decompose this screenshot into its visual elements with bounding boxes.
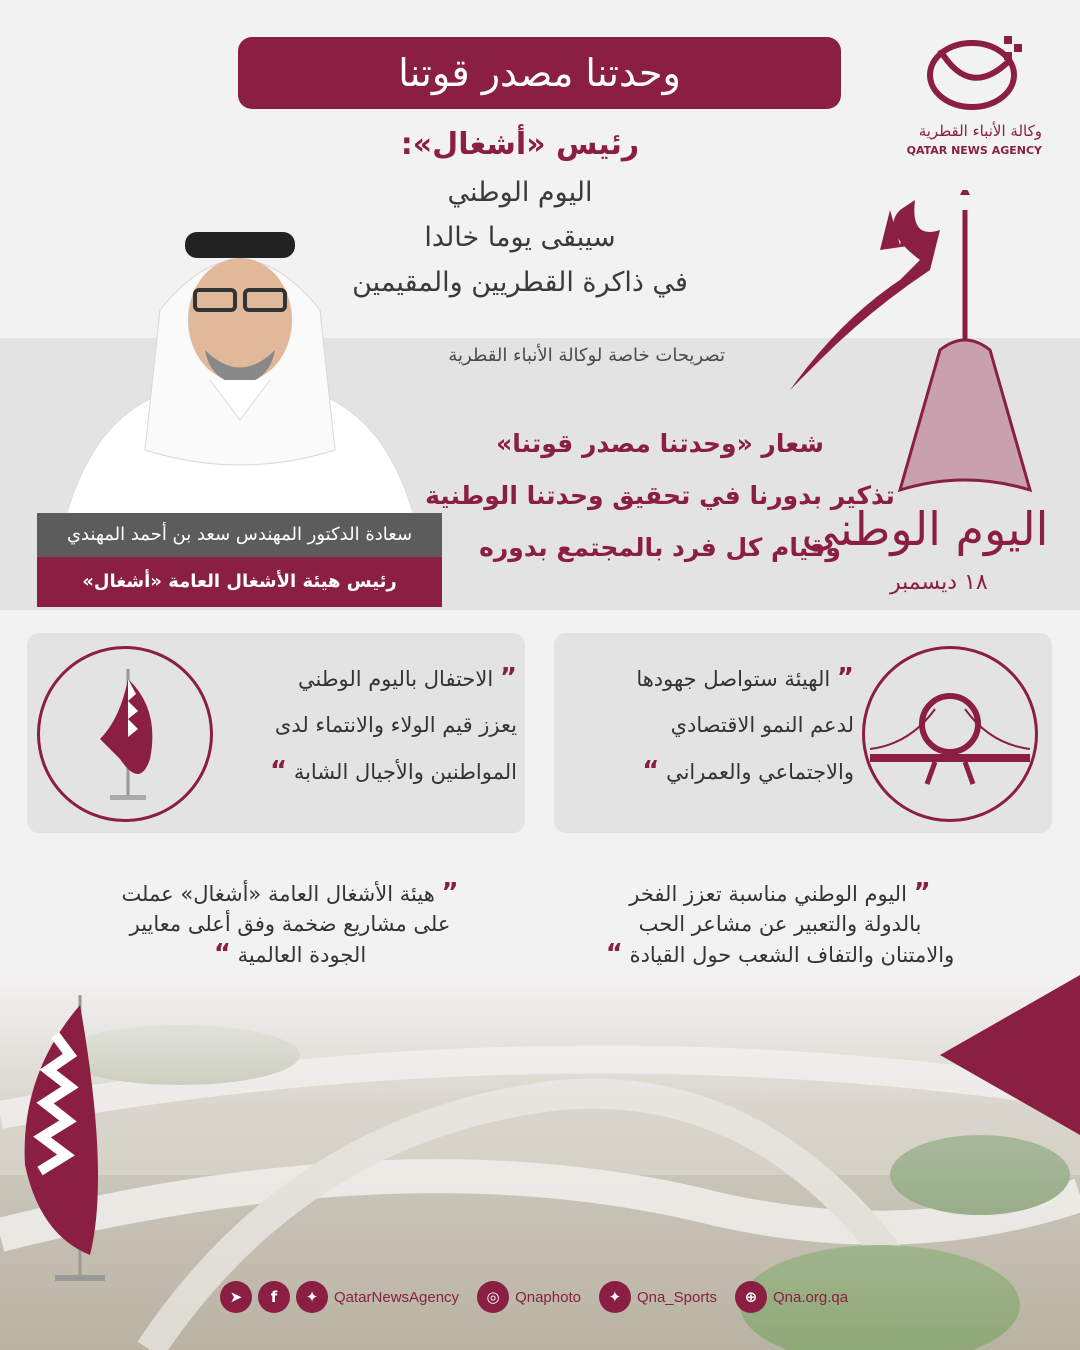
quote-mark-open: ” <box>499 663 517 693</box>
top-banner <box>238 37 841 109</box>
quote-mark-close: “ <box>213 939 231 969</box>
portrait-photo <box>55 220 425 520</box>
headline-line: في ذاكرة القطريين والمقيمين <box>352 267 688 298</box>
twitter-icon[interactable]: ✦ <box>296 1281 328 1313</box>
slogan-line: تذكير بدورنا في تحقيق وحدتنا الوطنية <box>425 481 895 510</box>
person-name: سعادة الدكتور المهندس سعد بن أحمد المهندي <box>37 513 442 557</box>
quote-line <box>564 748 854 795</box>
quote-line <box>575 878 985 909</box>
slogan-line: شعار «وحدتنا مصدر قوتنا» <box>496 429 824 458</box>
band-subtitle: تصريحات خاصة لوكالة الأنباء القطرية <box>448 345 725 366</box>
quote-mark-close: “ <box>642 756 660 786</box>
quote-mark-open: ” <box>836 663 854 693</box>
telegram-icon[interactable]: ➤ <box>220 1281 252 1313</box>
quote-line: بالدولة والتعبير عن مشاعر الحب <box>638 912 922 936</box>
qna-logo <box>900 30 1050 160</box>
quote-mark-close: “ <box>605 939 623 969</box>
social-handle-qna-sports[interactable]: Qna_Sports <box>636 1288 717 1306</box>
quote-mark-close: “ <box>270 756 288 786</box>
headline-line: اليوم الوطني <box>447 177 593 208</box>
social-bar <box>220 1280 870 1314</box>
quote-line-text: الاحتفال باليوم الوطني <box>297 667 494 691</box>
headline-line: سيبقى يوما خالدا <box>424 222 616 253</box>
facebook-icon[interactable]: f <box>258 1281 290 1313</box>
headline-title: رئيس «أشغال»: <box>400 127 640 162</box>
quote-line: يعزز قيم الولاء والانتماء لدى <box>274 713 517 737</box>
flag-circle <box>37 646 213 822</box>
quote-line <box>564 655 854 702</box>
quote-card-right <box>554 633 1052 833</box>
logo-english-text: QATAR NEWS AGENCY <box>906 144 1042 157</box>
national-day-emblem <box>780 190 1070 610</box>
instagram-icon[interactable]: ◎ <box>477 1281 509 1313</box>
emblem-date: ١٨ ديسمبر <box>890 570 988 595</box>
portrait-illustration <box>55 220 425 520</box>
quote-line: على مشاريع ضخمة وفق أعلى معايير <box>129 912 451 936</box>
quote-mark-open: ” <box>913 878 931 908</box>
bottom-quote-right <box>575 878 985 970</box>
quote-line-text: اليوم الوطني مناسبة تعزز الفخر <box>629 882 907 906</box>
quote-text <box>227 655 517 795</box>
quote-card-left <box>27 633 525 833</box>
logo-arabic-text: وكالة الأنباء القطرية <box>918 122 1042 140</box>
quote-line-text: والامتنان والتفاف الشعب حول القيادة <box>629 943 955 967</box>
quote-line-text: هيئة الأشغال العامة «أشغال» عملت <box>121 882 435 906</box>
quote-line-text: والاجتماعي والعمراني <box>666 760 854 784</box>
quote-line <box>227 655 517 702</box>
globe-icon[interactable]: ⊕ <box>735 1281 767 1313</box>
qatar-flag-icon <box>40 649 210 819</box>
emblem-label: اليوم الوطني <box>801 502 1049 556</box>
social-handle-qatarnewsagency[interactable]: QatarNewsAgency <box>334 1288 460 1306</box>
person-title: رئيس هيئة الأشغال العامة «أشغال» <box>37 557 442 607</box>
quote-line <box>90 878 490 909</box>
qna-logo-icon <box>900 30 1050 120</box>
quote-text <box>564 655 854 795</box>
quote-line-text: الجودة العالمية <box>237 943 367 967</box>
quote-line-text: الهيئة ستواصل جهودها <box>636 667 831 691</box>
slogan-line: وقيام كل فرد بالمجتمع بدوره <box>479 533 841 562</box>
quote-line <box>90 939 490 970</box>
quote-line-text: المواطنين والأجيال الشابة <box>293 760 517 784</box>
flag-hand-emblem-icon <box>780 190 1070 570</box>
quote-line <box>575 939 985 970</box>
bridge-circle <box>862 646 1038 822</box>
website-link[interactable]: Qna.org.qa <box>773 1288 849 1306</box>
bridge-icon <box>865 649 1035 819</box>
quote-line: لدعم النمو الاقتصادي <box>670 713 854 737</box>
banner-slogan: وحدتنا مصدر قوتنا <box>398 51 681 95</box>
quote-mark-open: ” <box>441 878 459 908</box>
twitter-icon[interactable]: ✦ <box>599 1281 631 1313</box>
social-handle-qnaphoto[interactable]: Qnaphoto <box>515 1288 581 1306</box>
bottom-quote-left <box>90 878 490 970</box>
quote-line <box>227 748 517 795</box>
